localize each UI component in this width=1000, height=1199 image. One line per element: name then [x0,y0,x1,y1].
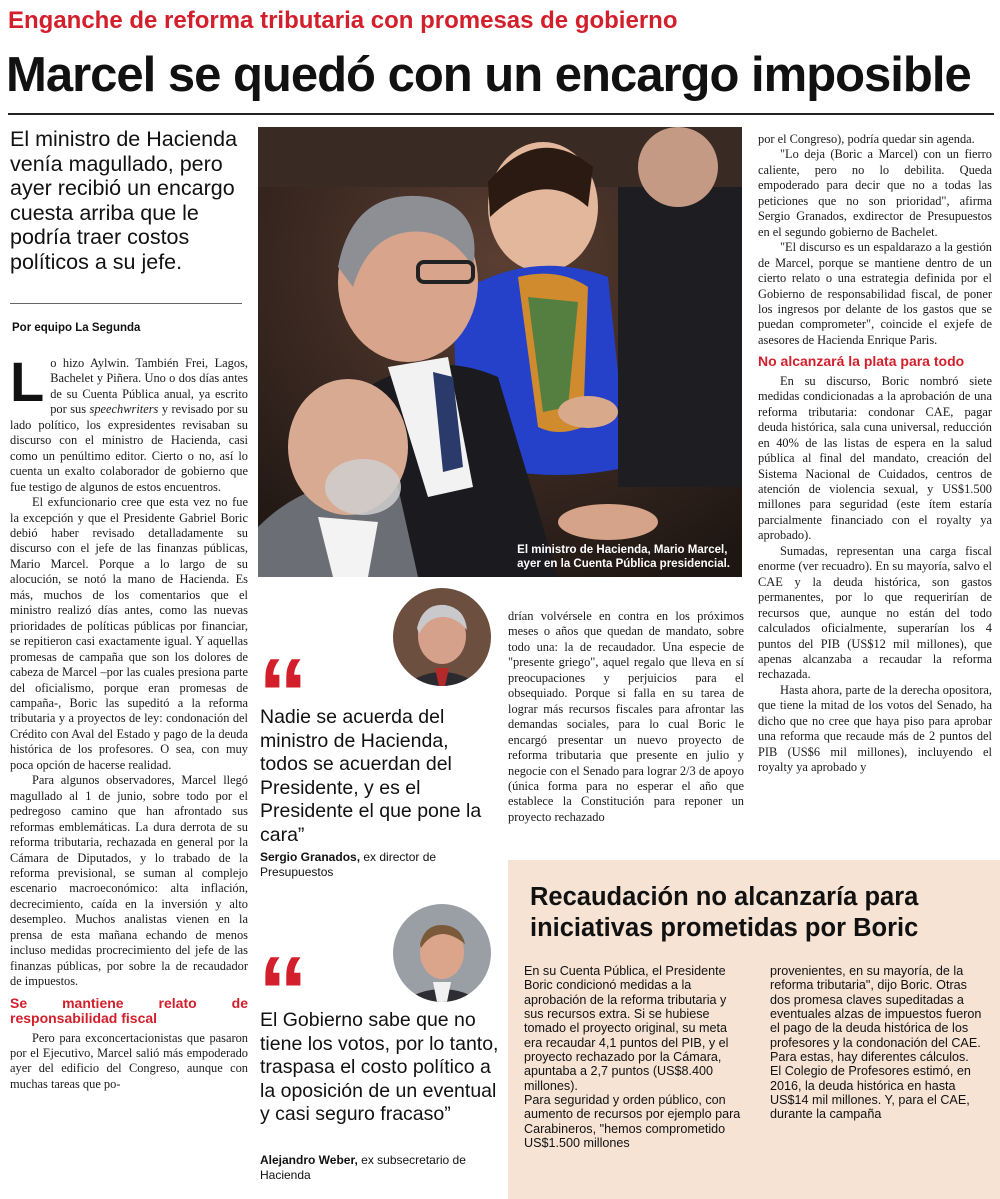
main-photo [258,127,742,577]
right-column [758,132,992,776]
paragraph: por el Congreso), podría quedar sin agenda. [758,132,975,146]
left-column [10,350,248,1092]
lede-rule [10,303,242,304]
paragraph: Para estas, hay diferentes cálculos. [770,1050,969,1065]
photo-caption: El ministro de Hacienda, Mario Marcel, ayer en la Cuenta Pública presidencial. [517,544,730,570]
paragraph: "El discurso es un espaldarazo a la gestión de Marcel, porque se mantiene dentro de un cierto relato o una estrategia definida por el Gobierno de responsabilidad fiscal, de poner los ingresos por delante de los gastos que se puedan comprometer", coincide el exjefe de asesores de Hacienda Enrique Paris. [758,240,992,347]
quote-text: Nadie se acuerda del ministro de Hacienda, todos se acuerdan del Presidente, y es el Presidente el que pone la cara” [260,706,482,846]
dropcap: L [10,350,45,413]
quote-mark: “ [258,936,302,1048]
byline: Por equipo La Segunda [12,322,141,334]
center-column [508,609,744,825]
subhead: No alcanzará la plata para todo [758,353,965,370]
paragraph: El Colegio de Profesores estimó, en 2016, la deuda histórica en hasta US$14 mil millones. Y, para el CAE, durante la campaña [770,1064,971,1122]
paragraph: "Lo deja (Boric a Marcel) con un fierro caliente, pero no lo debilita. Queda empoderado para decir que no a todas las peticiones que no son prioridad", afirma Sergio Granados, exdirector de Presupuestos en el segundo gobierno de Bachelet. [758,147,992,239]
subhead: Se mantiene relato de responsabilidad fiscal [10,994,248,1027]
paragraph: El exfuncionario cree que esta vez no fue la excepción y que el Presidente Gabriel Boric debió haber revisado detalladamente su discurso con el jefe de las finanzas públicas, Mario Marcel. Porque a lo largo de su alocución, se notó la mano de Hacienda. Es más, muchos de los comentarios que el ministro realizó días antes, como las nuevas prioridades de políticas públicas por financiar, se repitieron casi exactamente igual. Y aquellas promesas de campaña que son los dolores de cabeza de Marcel –por las cuales presiona parte del oficialismo, porque eran promesas de campaña-, Boric las supeditó a la reforma tributaria y a proyectos de ley: condonación del Crédito con Aval del Estado y pago de la deuda histórica de los profesores. O sea, con muy poca opción de hacerse realidad. [10,495,248,772]
portrait-alejandro-weber [393,904,491,1002]
header-rule [8,113,994,115]
portrait-sergio-granados [393,588,491,686]
paragraph: Pero para exconcertacionistas que pasaron por el Ejecutivo, Marcel salió más empoderado ayer del edificio del Congreso, aunque con muchas tareas que po- [10,1030,248,1091]
paragraph: Para seguridad y orden público, con aumento de recursos por ejemplo para Carabineros, "hemos comprometido US$1.500 millones [524,1093,741,1151]
photo-illustration [258,127,742,577]
quote-attribution: Alejandro Weber, ex subsecretario de Hacienda [260,1153,466,1182]
paragraph: Sumadas, representan una carga fiscal enorme (ver recuadro). En su mayoría, salvo el CAE y la deuda histórica, son gastos permanentes, por lo que requerirían de recursos que, aunque no están del todo calculados oficialmente, superarían los 4 puntos del PIB (US$12 mil millones), que apenas alcanzaba a recaudar la reforma rechazada. [758,543,992,682]
paragraph: drían volvérsele en contra en los próximos meses o años que quedan de mandato, sobre todo una: la de recaudador. Una especie de "presente griego", aquel regalo que lleva en sí preocupaciones y perjuicios para el obsequiado. Porque si falla en su tarea de lograr más recursos fiscales para afrontar las demandas sociales, para lo cual Boric le encargó presentar un nuevo proyecto de reforma tributaria que presente en julio y negocie con el Senado para lograr 2/3 de apoyo (única forma para no esperar el año que establece la Constitución para reponer un proyecto rechazado [508,609,744,824]
paragraph: Lo hizo Aylwin. También Frei, Lagos, Bachelet y Piñera. Uno o dos días antes de su Cuenta Pública anual, ya escrito por sus speechwriters y revisado por su lado político, los expresidentes revisaban su discurso con el ministro de Hacienda, casi como un penúltimo editor. Cierto o no, así lo cuenta un exalto colaborador de gobierno que fue testigo de algunos de estos encuentros. [10,350,248,494]
paragraph: Hasta ahora, parte de la derecha opositora, que tiene la mitad de los votos del Senado, ha dicho que no cree que haya piso para aprobar una reforma que recaude más de 2 puntos del PIB (US$6 mil millones), incluyendo el royalty ya aprobado y [758,682,992,775]
paragraph: Para algunos observadores, Marcel llegó magullado al 1 de junio, sobre todo por el pedregoso camino que han afrontado sus reformas emblemáticas. La dura derrota de su reforma tributaria, rechazada en general por la Cámara de Diputados, y lo trabado de la reforma previsional, se suman al complejo escenario macroeconómico: alta inflación, decrecimiento, caída en la inversión y alto desempleo. Muchos analistas vienen en la prensa de esta mañana echando de menos incluso medidas procrecimiento del jefe de las finanzas públicas, por sobre la de recaudador de impuestos. [10,773,248,989]
headline: Marcel se quedó con un encargo imposible [6,48,971,102]
kicker: Enganche de reforma tributaria con promesas de gobierno [8,7,678,34]
lede: El ministro de Hacienda venía magullado, pero ayer recibió un encargo cuesta arriba que le podría traer costos políticos a su jefe. [10,127,238,274]
paragraph: En su Cuenta Pública, el Presidente Boric condicionó medidas a la aprobación de la reforma tributaria y sus recursos extra. Si se hubiese tomado el proyecto original, su meta era recaudar 4,1 puntos del PIB, y el proyecto rechazado por la Cámara, apuntaba a 2,7 puntos (US$8.400 millones). [524,964,729,1093]
paragraph: En su discurso, Boric nombró siete medidas condicionadas a la aprobación de una reforma tributaria: condonar CAE, pagar deuda histórica, sala cuna universal, reducción en 40% de las listas de espera en la salud pública al final del mandato, creación del Sistema Nacional de Cuidados, centros de atención de violencia sexual, y US$1.500 millones para seguridad (este ítem estaría parcialmente financiado con el royalty ya aprobado). [758,373,992,543]
paragraph: provenientes, en su mayoría, de la reforma tributaria", dijo Boric. Otras dos promesa claves supeditadas a eventuales alzas de impuestos fueron el pago de la deuda histórica de los profesores y la condonación del CAE. [770,964,982,1050]
quote-text: El Gobierno sabe que no tiene los votos, por lo tanto, traspasa el costo político a la oposición de un eventual y casi seguro fracaso” [260,1009,499,1125]
quote-attribution: Sergio Granados, ex director de Presupuestos [260,850,437,879]
sidebar-box-title: Recaudación no alcanzaría para iniciativas prometidas por Boric [530,883,919,942]
sidebar-box-column-1 [524,964,746,1150]
sidebar-box-column-2 [770,964,990,1122]
quote-mark: “ [258,638,302,750]
